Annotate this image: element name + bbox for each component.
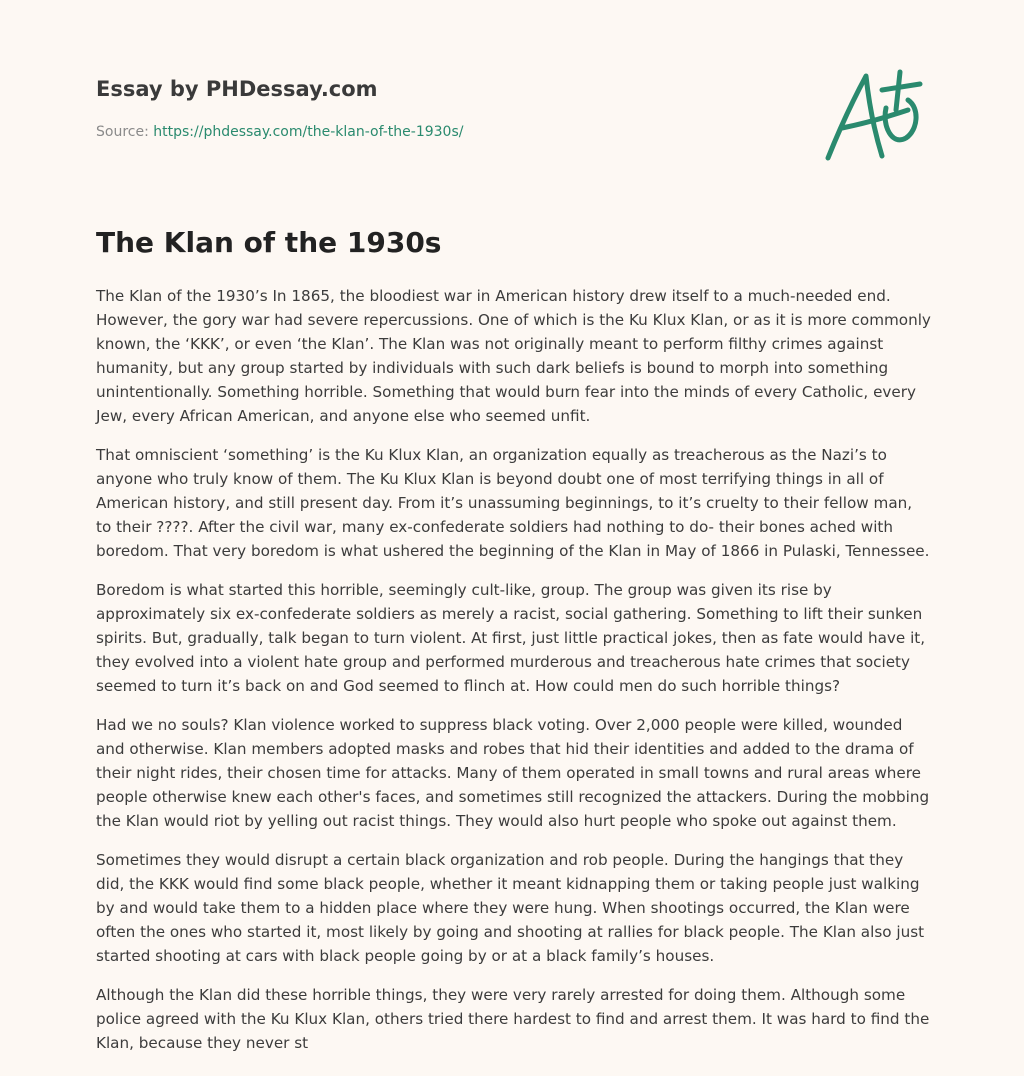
source-link[interactable]: https://phdessay.com/the-klan-of-the-1930s/ bbox=[153, 124, 464, 140]
source-line bbox=[96, 124, 463, 140]
site-brand: Essay by PHDessay.com bbox=[96, 77, 378, 101]
a-plus-logo-icon bbox=[822, 66, 932, 166]
essay-paragraph: Although the Klan did these horrible things, they were very rarely arrested for doing them. Although some police agreed with the Ku Klux Klan, others tried there hardest to find and arrest them. It was hard to find the Klan, because they never st bbox=[96, 986, 930, 1052]
essay-body bbox=[96, 284, 932, 1070]
essay-paragraph: Had we no souls? Klan violence worked to suppress black voting. Over 2,000 people were killed, wounded and otherwise. Klan members adopted masks and robes that hid their identities and added to the drama of their night rides, their chosen time for attacks. Many of them operated in small towns and rural areas where people otherwise knew each other's faces, and sometimes still recognized the attackers. During the mobbing the Klan would riot by yelling out racist things. They would also hurt people who spoke out against them. bbox=[96, 716, 930, 830]
essay-paragraph: The Klan of the 1930’s In 1865, the bloodiest war in American history drew itself to a much-needed end. However, the gory war had severe repercussions. One of which is the Ku Klux Klan, or as it is more commonly known, the ‘KKK’, or even ‘the Klan’. The Klan was not originally meant to perform filthy crimes against humanity, but any group started by individuals with such dark beliefs is bound to morph into something unintentionally. Something horrible. Something that would burn fear into the minds of every Catholic, every Jew, every African American, and anyone else who seemed unfit. bbox=[96, 287, 931, 425]
source-label: Source: bbox=[96, 124, 154, 140]
essay-paragraph: That omniscient ‘something’ is the Ku Klux Klan, an organization equally as treacherous as the Nazi’s to anyone who truly know of them. The Ku Klux Klan is beyond doubt one of most terrifying things in all of American history, and still present day. From it’s unassuming beginnings, to it’s cruelty to their fellow man, to their ????. After the civil war, many ex-confederate soldiers had nothing to do- their bones ached with boredom. That very boredom is what ushered the beginning of the Klan in May of 1866 in Pulaski, Tennessee. bbox=[96, 446, 930, 560]
essay-paragraph: Boredom is what started this horrible, seemingly cult-like, group. The group was given its rise by approximately six ex-confederate soldiers as merely a racist, social gathering. Something to lift their sunken spirits. But, gradually, talk began to turn violent. At first, just little practical jokes, then as fate would have it, they evolved into a violent hate group and performed murderous and treacherous hate crimes that society seemed to turn it’s back on and God seemed to flinch at. How could men do such horrible things? bbox=[96, 581, 926, 695]
site-header bbox=[96, 0, 928, 200]
essay-title: The Klan of the 1930s bbox=[96, 226, 442, 259]
essay-paragraph: Sometimes they would disrupt a certain black organization and rob people. During the hangings that they did, the KKK would find some black people, whether it meant kidnapping them or taking people just walking by and would take them to a hidden place where they were hung. When shootings occurred, the Klan were often the ones who started it, most likely by going and shooting at rallies for black people. The Klan also just started shooting at cars with black people going by or at a black family’s houses. bbox=[96, 851, 925, 965]
